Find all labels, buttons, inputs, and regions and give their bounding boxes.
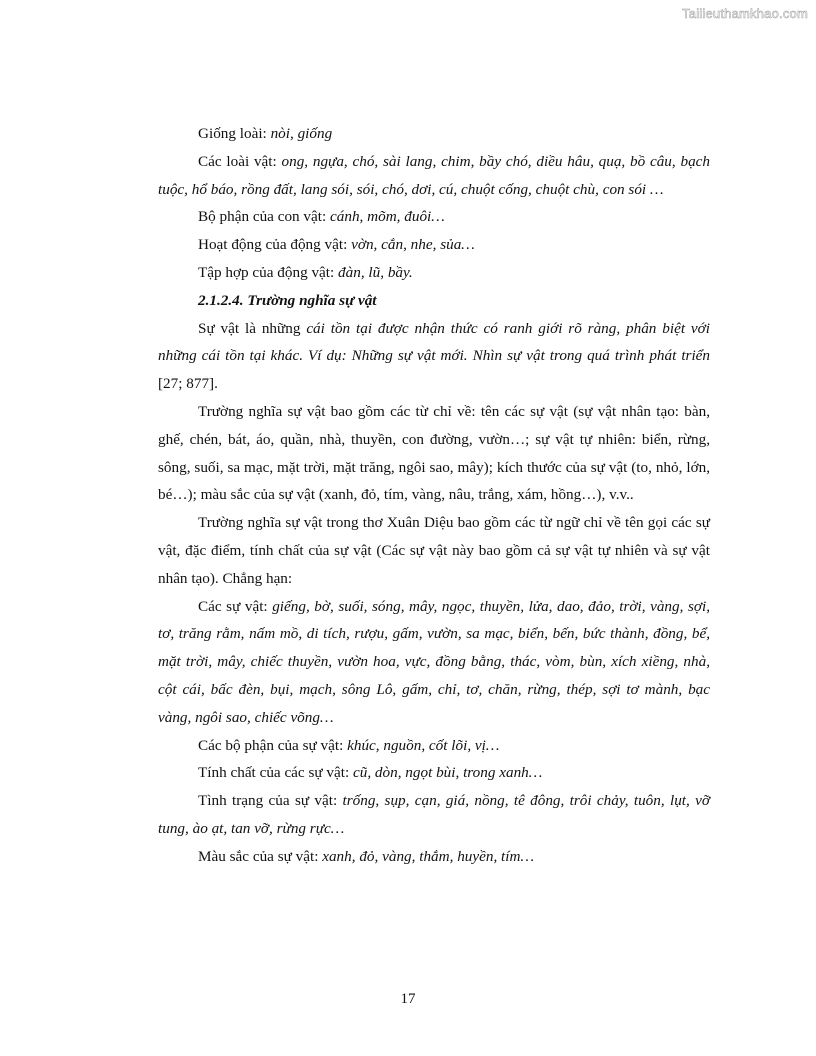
paragraph-lead: Các loài vật: bbox=[198, 152, 282, 170]
paragraph-italic: xanh, đỏ, vàng, thắm, huyền, tím… bbox=[322, 847, 534, 865]
paragraph-lead: Giống loài: bbox=[198, 125, 271, 142]
paragraph-lead: Bộ phận của con vật: bbox=[198, 208, 331, 226]
paragraph-italic: cánh, mõm, đuôi… bbox=[330, 208, 445, 226]
paragraph-citation: [27; 877]. bbox=[158, 375, 218, 393]
section-heading: 2.1.2.4. Trường nghĩa sự vật bbox=[198, 291, 377, 309]
paragraph-lead: Các sự vật: bbox=[198, 597, 273, 615]
paragraph-body-parts bbox=[158, 203, 710, 231]
paragraph-lead: Tình trạng của sự vật: bbox=[198, 792, 343, 810]
paragraph-definition bbox=[158, 315, 710, 398]
paragraph-lead: Màu sắc của sự vật: bbox=[198, 847, 323, 865]
paragraph-italic: đàn, lũ, bầy. bbox=[338, 263, 413, 281]
paragraph-italic: cũ, dòn, ngọt bùi, trong xanh… bbox=[352, 764, 543, 782]
example-colors bbox=[158, 843, 710, 871]
page-content bbox=[158, 120, 710, 871]
paragraph-italic: vờn, cắn, nhe, sủa… bbox=[351, 236, 475, 254]
paragraph-italic: giếng, bờ, suối, sóng, mây, ngọc, thuyền, lửa, dao, đảo, trời, vàng, sợi, tơ, trăng rằm, nấm mồ, di tích, rượu, gấm, vườn, sa mạc, biển, bến, bức thành, đồng, bể, mặt trời, mây, chiếc thuyền, vườn hoa, vực, đồng bằng, thác, vòm, bùn, xích xiềng, nhà, cột cái, bấc đèn, bụi, mạch, sông Lô, gấm, chỉ, tơ, chăn, rừng, thép, sợi tơ mành, bạc vàng, ngôi sao, chiếc võng… bbox=[158, 597, 711, 726]
example-properties bbox=[158, 759, 710, 787]
example-parts bbox=[158, 732, 710, 760]
paragraph-lead: Các bộ phận của sự vật: bbox=[198, 736, 348, 754]
paragraph-lead: Hoạt động của động vật: bbox=[198, 236, 352, 254]
paragraph-body-1: Trường nghĩa sự vật bao gồm các từ chỉ về: tên các sự vật (sự vật nhân tạo: bàn, ghế, chén, bát, áo, quần, nhà, thuyền, con đường, vườn…; sự vật tự nhiên: biển, rừng, sông, suối, sa mạc, mặt trời, mặt trăng, ngôi sao, mây); kích thước của sự vật (to, nhỏ, lớn, bé…); màu sắc của sự vật (xanh, đỏ, tím, vàng, nâu, trắng, xám, hồng…), v.v.. bbox=[158, 402, 710, 504]
paragraph-italic: khúc, nguồn, cốt lõi, vị… bbox=[347, 736, 500, 754]
paragraph-species bbox=[158, 120, 710, 148]
paragraph-lead: Tập hợp của động vật: bbox=[198, 263, 339, 281]
example-states bbox=[158, 787, 710, 843]
paragraph-italic: ong, ngựa, chó, sài lang, chim, bầy chó, diều hâu, quạ, bồ câu, bạch tuộc, hổ báo, rồng đất, lang sói, sói, chó, dơi, cú, chuột cống, chuột chù, con sói … bbox=[158, 152, 710, 198]
page-number: 17 bbox=[400, 991, 416, 1007]
example-things bbox=[158, 593, 710, 732]
paragraph-italic: trống, sụp, cạn, giá, nồng, tê đông, trôi chảy, tuôn, lụt, vỡ tung, ào ạt, tan vỡ, rừng rực… bbox=[158, 792, 710, 837]
paragraph-italic: nòi, giống bbox=[270, 125, 333, 142]
paragraph-lead: Tính chất của các sự vật: bbox=[198, 764, 353, 782]
paragraph-activities bbox=[158, 231, 710, 259]
paragraph-animals bbox=[158, 148, 710, 204]
paragraph-body-2: Trường nghĩa sự vật trong thơ Xuân Diệu bao gồm các từ ngữ chỉ về tên gọi các sự vật, đặc điểm, tính chất của sự vật (Các sự vật này bao gồm cả sự vật tự nhiên và sự vật nhân tạo). Chẳng hạn: bbox=[158, 514, 710, 587]
paragraph-italic: cái tồn tại được nhận thức có ranh giới rõ ràng, phân biệt với những cái tồn tại khác. Ví dụ: Những sự vật mới. Nhìn sự vật trong quá trình phát triển bbox=[158, 319, 710, 365]
watermark-text: Tailieuthamkhao.com bbox=[682, 6, 808, 21]
paragraph-lead: Sự vật là những bbox=[198, 319, 307, 337]
paragraph-groups bbox=[158, 259, 710, 287]
